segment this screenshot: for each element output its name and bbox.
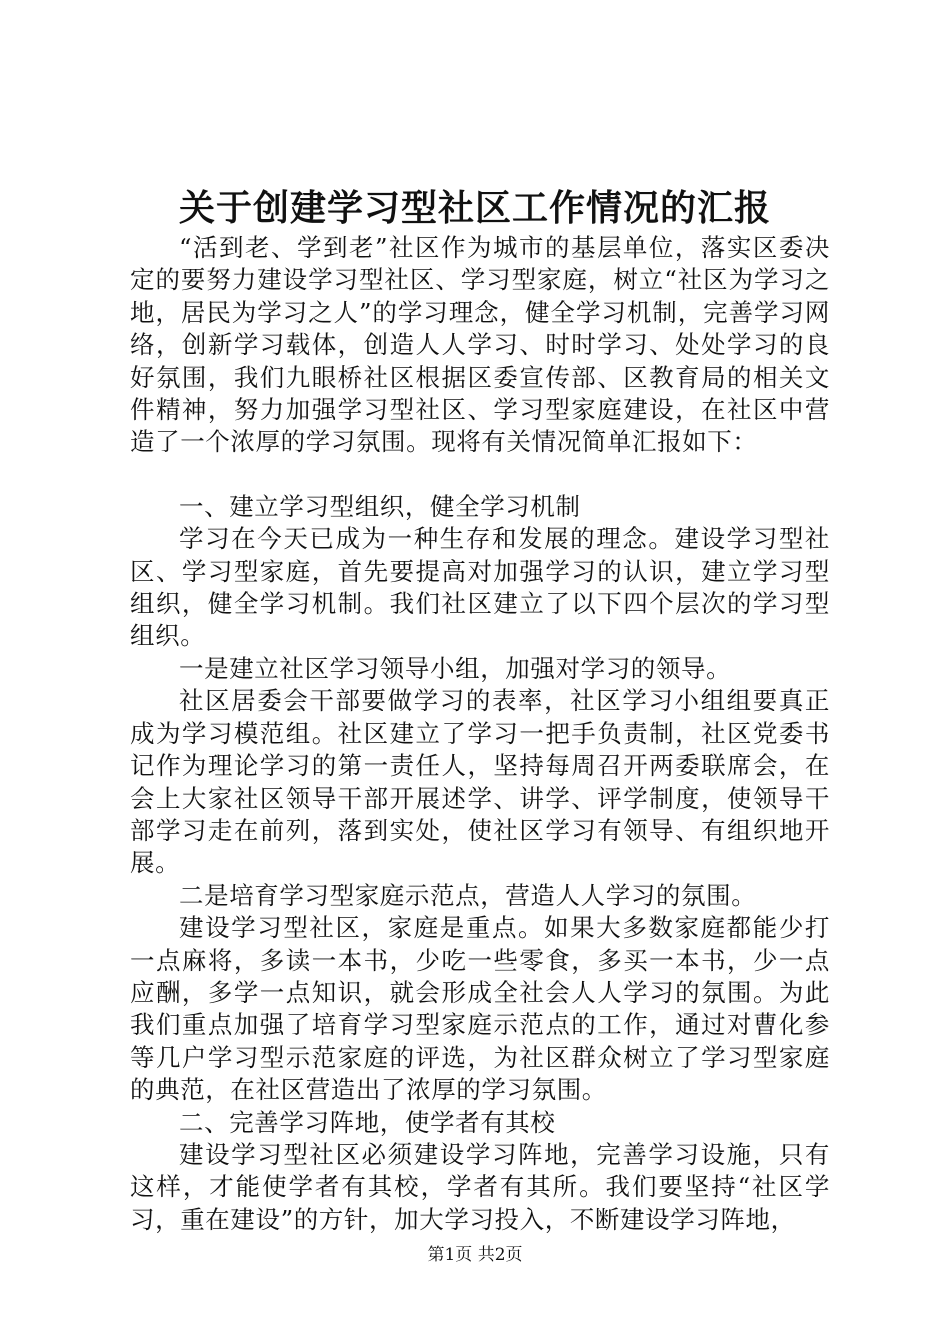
body-paragraph: 建设学习型社区必须建设学习阵地，完善学习设施，只有这样，才能使学者有其校，学者有其所。我们要坚持“社区学习，重在建设”的方针，加大学习投入，不断建设学习阵地， [130, 1139, 830, 1234]
body-paragraph: 建设学习型社区，家庭是重点。如果大多数家庭都能少打一点麻将，多读一本书，少吃一些零食，多买一本书，少一点应酬，多学一点知识，就会形成全社会人人学习的氛围。为此我们重点加强了培育学习型家庭示范点的工作，通过对曹化参等几户学习型示范家庭的评选，为社区群众树立了学习型家庭的典范，在社区营造出了浓厚的学习氛围。 [130, 913, 830, 1105]
section-heading-2: 二、完善学习阵地，使学者有其校 [179, 1107, 556, 1137]
body-paragraph: 学习在今天已成为一种生存和发展的理念。建设学习型社区、学习型家庭，首先要提高对加强学习的认识，建立学习型组织，健全学习机制。我们社区建立了以下四个层次的学习型组织。 [130, 524, 830, 651]
document-title: 关于创建学习型社区工作情况的汇报 [178, 187, 771, 229]
subheading-1: 一是建立社区学习领导小组，加强对学习的领导。 [179, 653, 732, 683]
document-body [130, 232, 830, 1236]
section-heading-1: 一、建立学习型组织，健全学习机制 [179, 491, 581, 521]
body-paragraph: 社区居委会干部要做学习的表率，社区学习小组组要真正成为学习模范组。社区建立了学习一把手负责制，社区党委书记作为理论学习的第一责任人，坚持每周召开两委联席会，在会上大家社区领导干部开展述学、讲学、评学制度，使领导干部学习走在前列，落到实处，使社区学习有领导、有组织地开展。 [130, 686, 830, 878]
page-number-footer: 第1页 共2页 [427, 1245, 523, 1265]
subheading-2: 二是培育学习型家庭示范点，营造人人学习的氛围。 [179, 880, 757, 910]
intro-paragraph: “活到老、学到老”社区作为城市的基层单位，落实区委决定的要努力建设学习型社区、学习型家庭，树立“社区为学习之地，居民为学习之人”的学习理念，健全学习机制，完善学习网络，创新学习载体，创造人人学习、时时学习、处处学习的良好氛围，我们九眼桥社区根据区委宣传部、区教育局的相关文件精神，努力加强学习型社区、学习型家庭建设，在社区中营造了一个浓厚的学习氛围。现将有关情况简单汇报如下： [130, 233, 830, 457]
